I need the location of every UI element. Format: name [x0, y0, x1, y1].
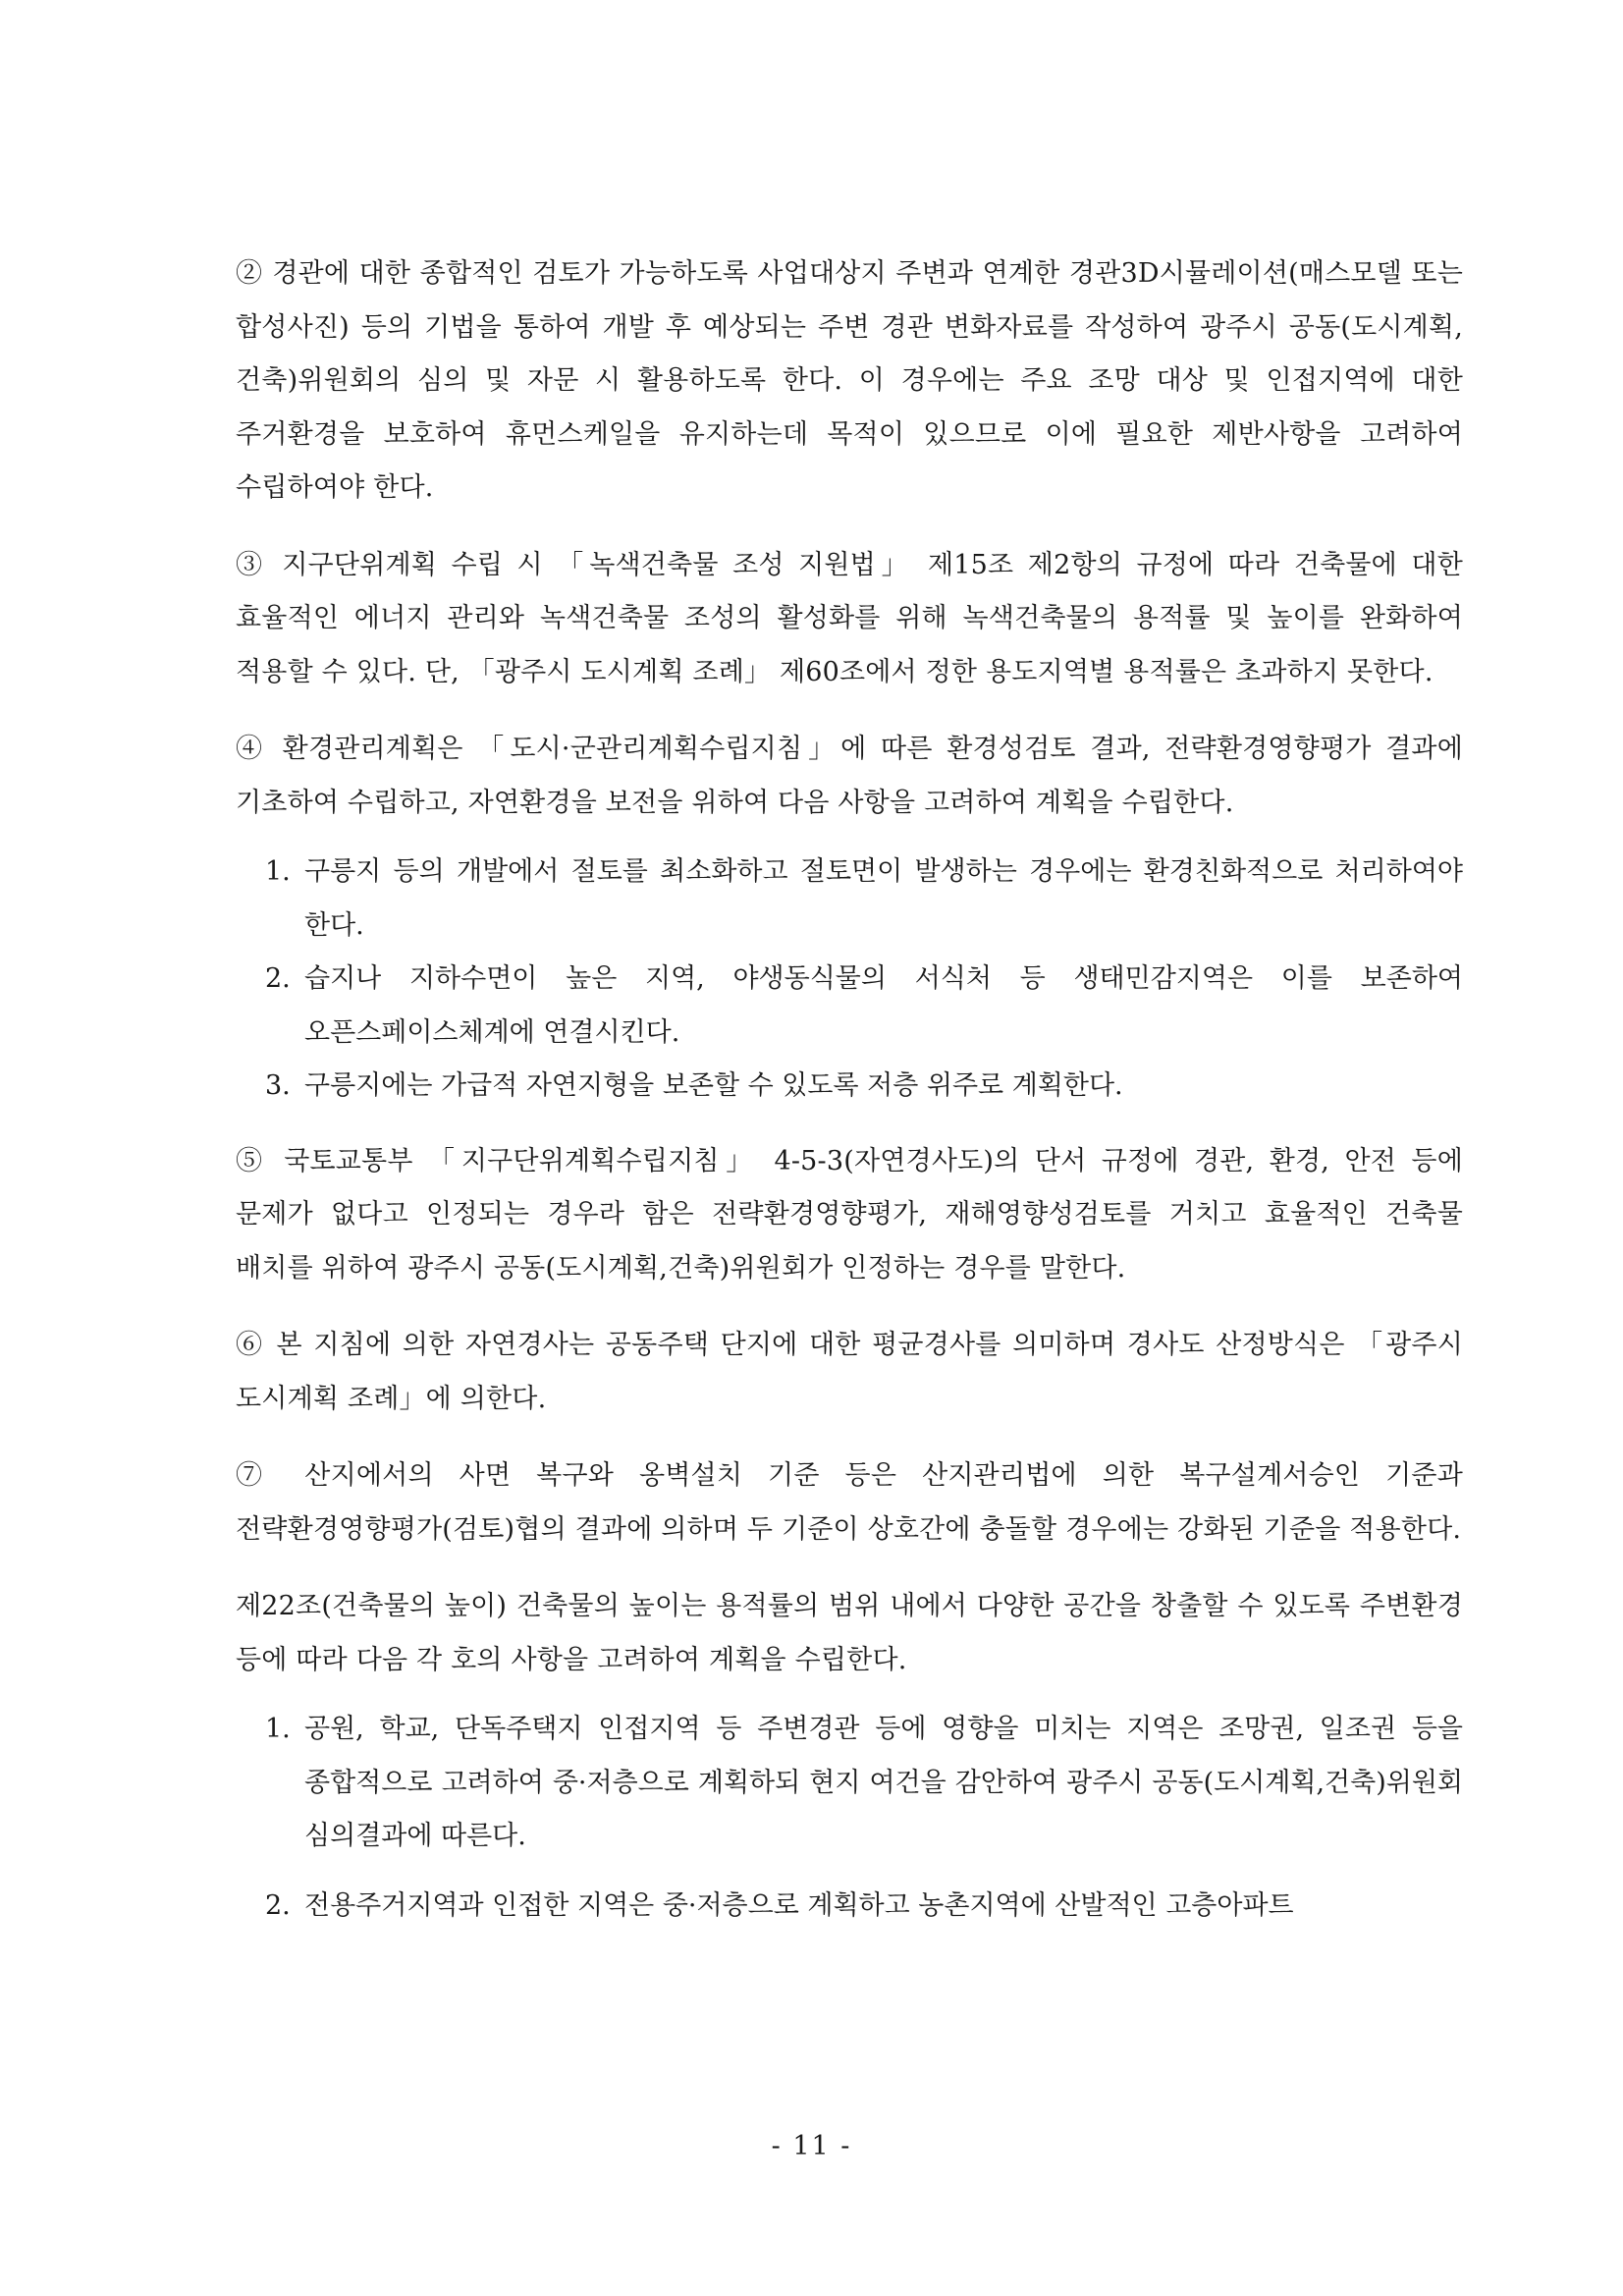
list-text: 구릉지에는 가급적 자연지형을 보존할 수 있도록 저층 위주로 계획한다.: [304, 1070, 1123, 1101]
paragraph-5: ⑤ 국토교통부 「지구단위계획수립지침」 4-5-3(자연경사도)의 단서 규정에 경관, 환경, 안전 등에 문제가 없다고 인정되는 경우라 함은 전략환경영향평가, 재해영향성검토를 거치고 효율적인 건축물 배치를 위하여 광주시 공동(도시계획,건축)위원회가 인정하는 경우를 말한다.: [236, 1145, 1463, 1284]
paragraph-2: ② 경관에 대한 종합적인 검토가 가능하도록 사업대상지 주변과 연계한 경관3D시뮬레이션(매스모델 또는 합성사진) 등의 기법을 통하여 개발 후 예상되는 주변 경관 변화자료를 작성하여 광주시 공동(도시계획,건축)위원회의 심의 및 자문 시 활용하도록 한다. 이 경우에는 주요 조망 대상 및 인접지역에 대한 주거환경을 보호하여 휴먼스케일을 유지하는데 목적이 있으므로 이에 필요한 제반사항을 고려하여 수립하여야 한다.: [236, 258, 1463, 503]
document-body: [236, 247, 1463, 1954]
paragraph-3: ③ 지구단위계획 수립 시 「녹색건축물 조성 지원법」 제15조 제2항의 규정에 따라 건축물에 대한 효율적인 에너지 관리와 녹색건축물 조성의 활성화를 위해 녹색건축물의 용적률 및 높이를 완화하여 적용할 수 있다. 단, 「광주시 도시계획 조례」 제60조에서 정한 용도지역별 용적률은 초과하지 못한다.: [236, 549, 1463, 687]
list-item: [236, 846, 1463, 953]
list-item: [236, 1880, 1463, 1934]
list-item: [236, 1703, 1463, 1864]
paragraph-6: ⑥ 본 지침에 의한 자연경사는 공동주택 단지에 대한 평균경사를 의미하며 경사도 산정방식은 「광주시 도시계획 조례」에 의한다.: [236, 1330, 1463, 1414]
list-text: 습지나 지하수면이 높은 지역, 야생동식물의 서식처 등 생태민감지역은 이를 보존하여 오픈스페이스체계에 연결시킨다.: [304, 963, 1463, 1048]
list-number: 1.: [265, 856, 291, 887]
environment-list: [236, 846, 1463, 1114]
list-text: 전용주거지역과 인접한 지역은 중·저층으로 계획하고 농촌지역에 산발적인 고층아파트: [304, 1889, 1294, 1921]
page-number: - 11 -: [771, 2131, 852, 2161]
list-number: 3.: [265, 1070, 291, 1101]
paragraph-4: ④ 환경관리계획은 「도시·군관리계획수립지침」에 따른 환경성검토 결과, 전략환경영향평가 결과에 기초하여 수립하고, 자연환경을 보전을 위하여 다음 사항을 고려하여 계획을 수립한다.: [236, 734, 1463, 818]
list-text: 구릉지 등의 개발에서 절토를 최소화하고 절토면이 발생하는 경우에는 환경친화적으로 처리하여야 한다.: [304, 856, 1463, 941]
list-number: 2.: [265, 1889, 291, 1921]
article-22: 제22조(건축물의 높이) 건축물의 높이는 용적률의 범위 내에서 다양한 공간을 창출할 수 있도록 주변환경 등에 따라 다음 각 호의 사항을 고려하여 계획을 수립한다.: [236, 1591, 1463, 1675]
list-number: 1.: [265, 1714, 291, 1744]
height-list: [236, 1703, 1463, 1933]
list-number: 2.: [265, 963, 291, 994]
list-item: [236, 1060, 1463, 1114]
paragraph-7: ⑦ 산지에서의 사면 복구와 옹벽설치 기준 등은 산지관리법에 의한 복구설계서승인 기준과 전략환경영향평가(검토)협의 결과에 의하며 두 기준이 상호간에 충돌할 경우에는 강화된 기준을 적용한다.: [236, 1460, 1463, 1545]
list-text: 공원, 학교, 단독주택지 인접지역 등 주변경관 등에 영향을 미치는 지역은 조망권, 일조권 등을 종합적으로 고려하여 중·저층으로 계획하되 현지 여건을 감안하여 광주시 공동(도시계획,건축)위원회 심의결과에 따른다.: [304, 1714, 1463, 1851]
list-item: [236, 953, 1463, 1060]
